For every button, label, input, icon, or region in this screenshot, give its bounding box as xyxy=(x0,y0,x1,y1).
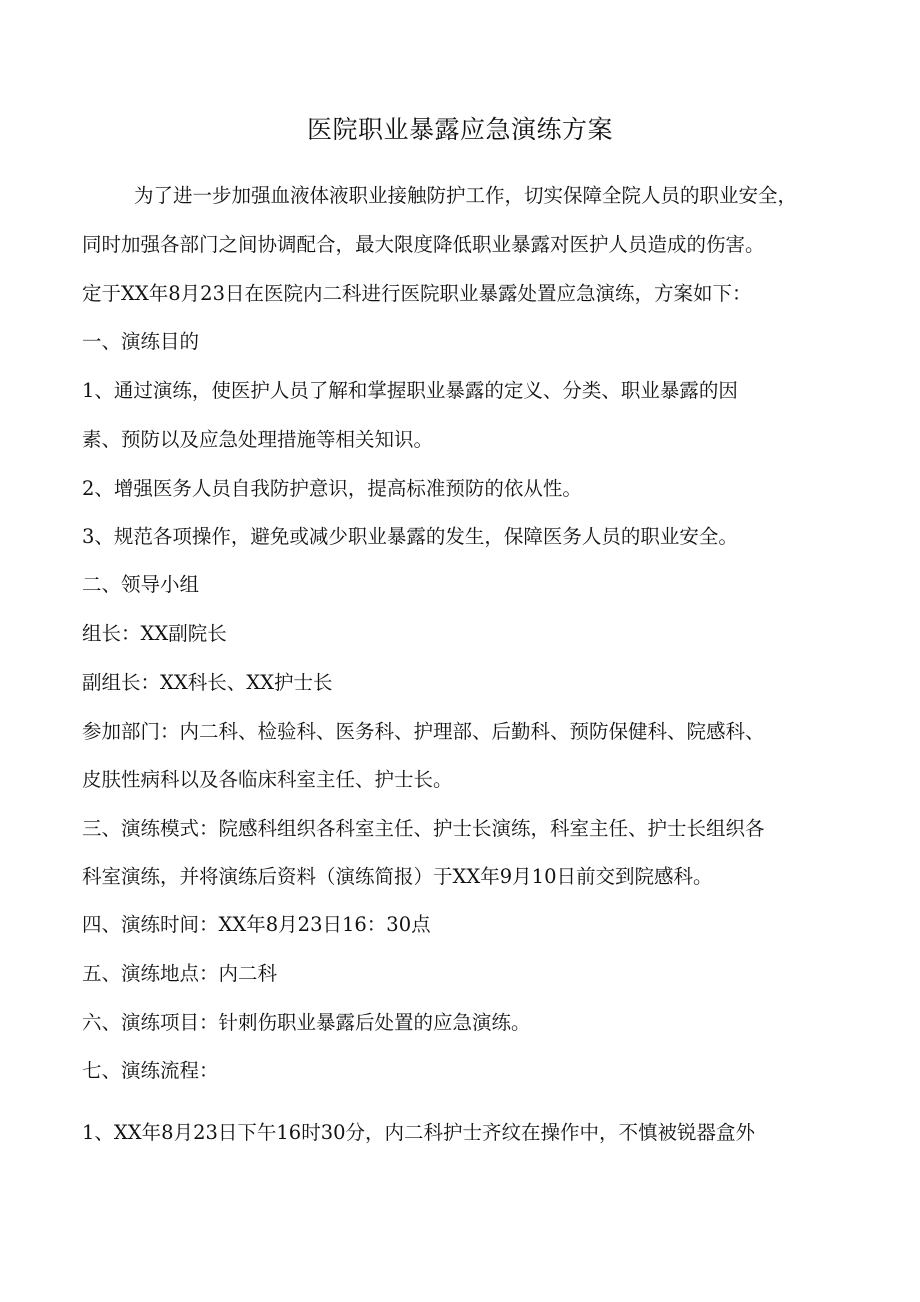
section-heading: 二、领导小组 xyxy=(82,573,200,596)
paragraph-line: 组长：XX副院长 xyxy=(82,622,227,645)
paragraph-line: 副组长：XX科长、XX护士长 xyxy=(82,671,333,694)
paragraph-line: 参加部门：内二科、检验科、医务科、护理部、后勤科、预防保健科、院感科、 xyxy=(82,720,765,743)
paragraph-line: 素、预防以及应急处理措施等相关知识。 xyxy=(82,428,434,451)
paragraph-line: 2、增强医务人员自我防护意识，提高标准预防的依从性。 xyxy=(82,477,582,500)
paragraph-line: 1、通过演练，使医护人员了解和掌握职业暴露的定义、分类、职业暴露的因 xyxy=(82,379,738,402)
paragraph-line: 1、XX年8月23日下午16时30分，内二科护士齐纹在操作中，不慎被锐器盒外 xyxy=(82,1121,756,1144)
paragraph-line: 为了进一步加强血液体液职业接触防护工作，切实保障全院人员的职业安全， xyxy=(134,184,798,207)
paragraph-line: 定于XX年8月23日在医院内二科进行医院职业暴露处置应急演练，方案如下： xyxy=(82,282,752,305)
section-heading: 一、演练目的 xyxy=(82,330,200,353)
section-heading: 五、演练地点：内二科 xyxy=(82,962,278,985)
paragraph-line: 皮肤性病科以及各临床科室主任、护士长。 xyxy=(82,768,453,791)
paragraph-line: 3、规范各项操作，避免或减少职业暴露的发生，保障医务人员的职业安全。 xyxy=(82,525,738,548)
section-heading: 四、演练时间：XX年8月23日16：30点 xyxy=(82,913,431,936)
section-heading: 三、演练模式：院感科组织各科室主任、护士长演练，科室主任、护士长组织各 xyxy=(82,817,765,840)
section-heading: 七、演练流程： xyxy=(82,1059,219,1082)
document-title: 医院职业暴露应急演练方案 xyxy=(306,115,613,144)
paragraph-line: 科室演练，并将演练后资料（演练简报）于XX年9月10日前交到院感科。 xyxy=(82,865,713,888)
section-heading: 六、演练项目：针刺伤职业暴露后处置的应急演练。 xyxy=(82,1011,531,1034)
paragraph-line: 同时加强各部门之间协调配合，最大限度降低职业暴露对医护人员造成的伤害。 xyxy=(82,233,765,256)
